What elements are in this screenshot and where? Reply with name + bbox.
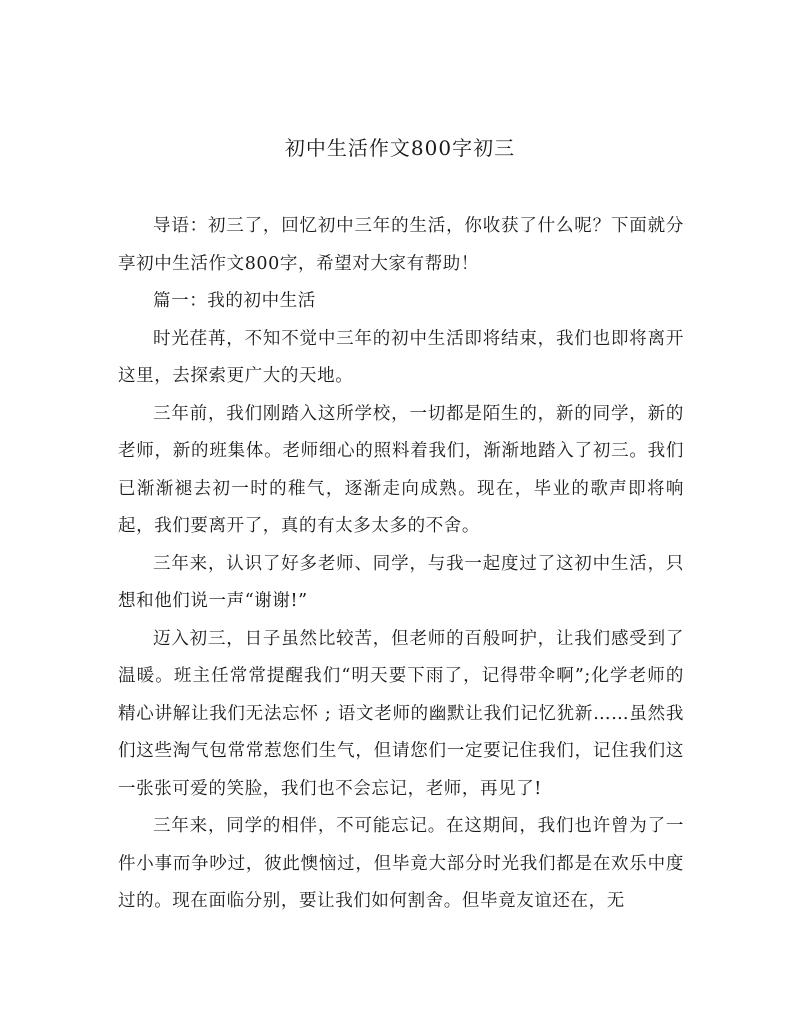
body-paragraph: 三年来，同学的相伴，不可能忘记。在这期间，我们也许曾为了一件小事而争吵过，彼此懊恼过，但毕竟大部分时光我们都是在欢乐中度过的。现在面临分别，要让我们如何割舍。但毕竟友谊还在，无 (118, 816, 684, 911)
body-paragraph: 三年来，认识了好多老师、同学，与我一起度过了这初中生活，只想和他们说一声“谢谢!” (118, 553, 684, 611)
body-paragraph: 迈入初三，日子虽然比较苦，但老师的百般呵护，让我们感受到了温暖。班主任常常提醒我们“明天要下雨了，记得带伞啊”;化学老师的精心讲解让我们无法忘怀 ; 语文老师的幽默让我们记忆犹新……虽然我们这些淘气包常常惹您们生气，但请您们一定要记住我们，记住我们这一张张可爱的笑脸，我们也不会忘记，老师，再见了! (118, 628, 684, 799)
article-body (118, 208, 684, 921)
section-heading: 篇一：我的初中生活 (153, 291, 316, 311)
intro-paragraph: 导语：初三了，回忆初中三年的生活，你收获了什么呢？下面就分享初中生活作文800字，希望对大家有帮助！ (118, 216, 684, 274)
body-paragraph: 三年前，我们刚踏入这所学校，一切都是陌生的，新的同学，新的老师，新的班集体。老师细心的照料着我们，渐渐地踏入了初三。我们已渐渐褪去初一时的稚气，逐渐走向成熟。现在，毕业的歌声即将响起，我们要离开了，真的有太多太多的不舍。 (118, 403, 684, 536)
page-title: 初中生活作文800字初三 (284, 136, 516, 160)
body-paragraph: 时光荏苒，不知不觉中三年的初中生活即将结束，我们也即将离开这里，去探索更广大的天地。 (118, 328, 684, 386)
